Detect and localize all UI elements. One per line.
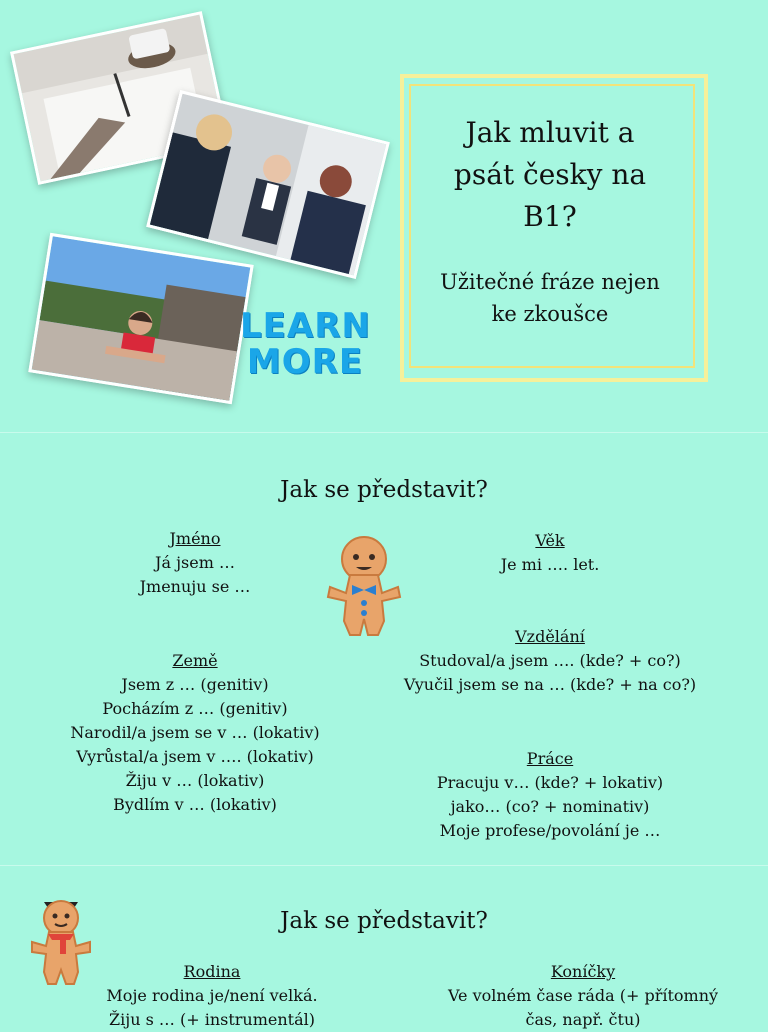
block-line: Žiju v … (lokativ) [125,771,265,790]
gingerbread-icon [326,535,402,639]
learn-word: LEARN [240,306,371,346]
block-zeme [40,649,350,817]
block-line: Ve volném čase ráda (+ přítomný [447,986,719,1005]
subtitle-line: ke zkoušce [491,302,609,326]
block-line: Jsem z … (genitiv) [121,675,269,694]
block-line: Je mi …. let. [500,555,600,574]
block-line: Já jsem … [155,553,235,572]
title-line: Jak mluvit a [465,116,635,149]
block-line: Bydlím v … (lokativ) [113,795,277,814]
block-line: Vyučil jsem se na … (kde? + na co?) [403,675,697,694]
block-title: Rodina [183,962,241,981]
block-title: Země [172,651,218,670]
block-vzdelani [380,625,720,697]
block-line: Narodil/a jsem se v … (lokativ) [70,723,320,742]
title-line: psát česky na [453,158,647,191]
block-rodina [70,960,354,1032]
more-word: MORE [246,342,364,382]
photo-meeting [146,90,390,279]
subtitle-line: Užitečné fráze nejen [440,270,660,294]
page-subtitle [409,266,691,330]
page-title [409,112,691,238]
block-vek [450,529,650,577]
photo-outdoors [28,233,254,404]
block-line: Studoval/a jsem …. (kde? + co?) [419,651,681,670]
block-line: jako… (co? + nominativ) [450,797,650,816]
block-konicky [420,960,746,1032]
block-title: Vzdělání [515,627,585,646]
block-line: Pocházím z … (genitiv) [102,699,288,718]
block-line: Jmenuju se … [139,577,251,596]
block-title: Jméno [169,529,221,548]
block-title: Koníčky [550,962,616,981]
block-line: čas, např. čtu) [525,1010,641,1029]
block-title: Věk [535,531,565,550]
cover-page [0,0,768,432]
section-heading: Jak se představit? [280,908,488,934]
block-prace [400,747,700,843]
block-line: Vyrůstal/a jsem v …. (lokativ) [76,747,314,766]
intro-page [0,433,768,865]
block-line: Moje rodina je/není velká. [106,986,318,1005]
block-line: Moje profese/povolání je … [439,821,661,840]
intro-page-2 [0,866,768,1029]
block-line: Žiju s … (+ instrumentál) [109,1010,315,1029]
title-line: B1? [523,200,577,233]
learn-more-text[interactable] [240,308,370,380]
block-title: Práce [526,749,574,768]
section-heading: Jak se představit? [280,477,488,503]
block-jmeno [95,527,295,599]
block-line: Pracuju v… (kde? + lokativ) [436,773,664,792]
